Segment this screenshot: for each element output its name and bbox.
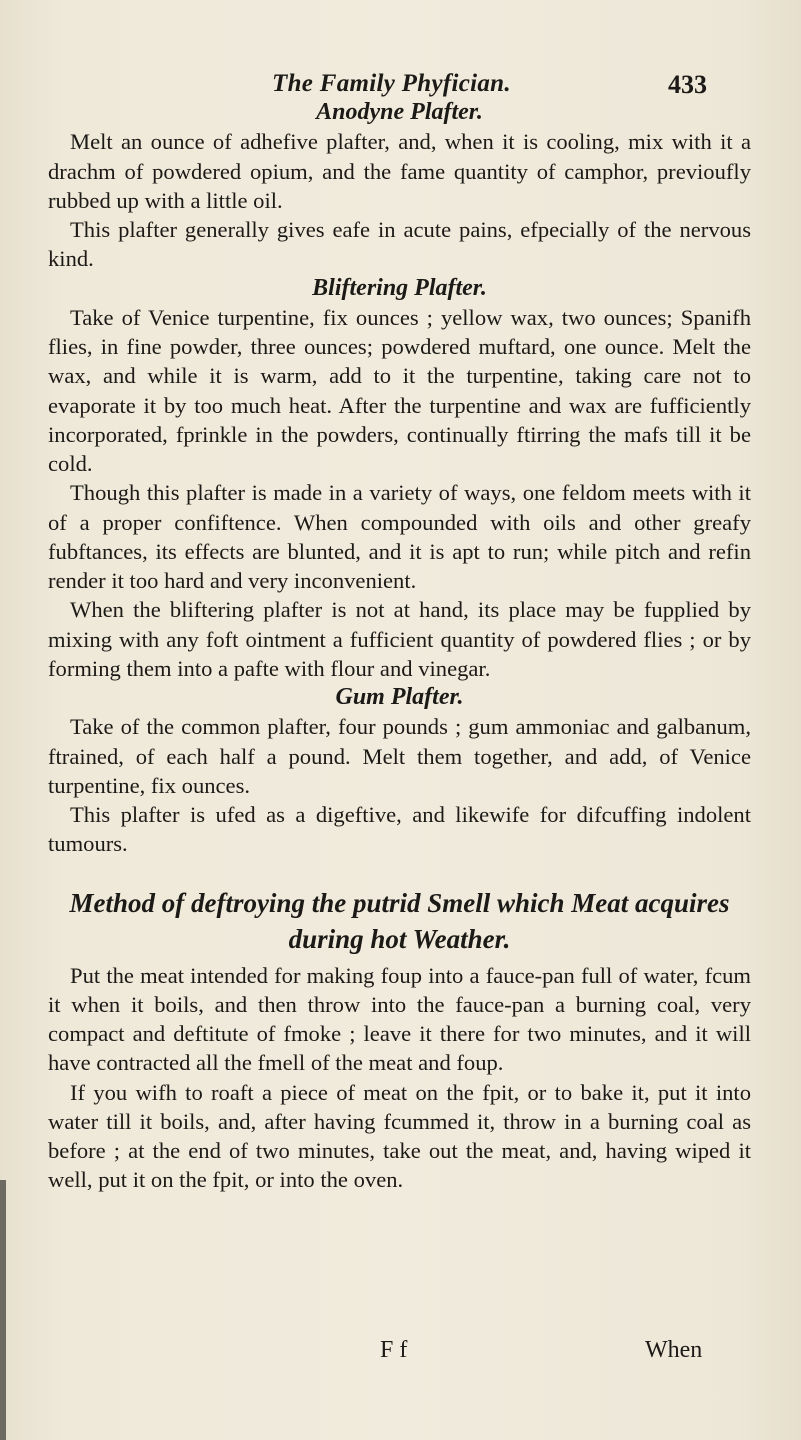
text-body [48, 98, 751, 1195]
page-edge-shadow [0, 1180, 6, 1440]
paragraph: Though this plafter is made in a variety of ways, one feldom meets with it of a proper confiftence. When compounded with oils and other greafy fubftances, its effects are blunted, and it is apt to run; while pitch and refin render it too hard and very inconvenient. [48, 480, 751, 593]
section-heading-blistering-plaster: Bliftering Plafter. [312, 274, 487, 301]
section-heading-anodyne-plaster: Anodyne Plafter. [316, 99, 483, 125]
page-number: 433 [668, 70, 707, 99]
paragraph: Put the meat intended for making foup into a fauce-pan full of water, fcum it when it boils, and then throw into the fauce-pan a burning coal, very compact and deftitute of fmoke ; leave it there for two minutes, and it will have contracted all the fmell of the meat and foup. [48, 962, 751, 1076]
section-heading-method-line-1: Method of deftroying the putrid Smell which Meat acquires [69, 887, 730, 918]
paragraph: This plafter generally gives eafe in acute pains, efpecially of the nervous kind. [48, 217, 751, 272]
section-heading-method-line-2: during hot Weather. [288, 923, 511, 954]
paragraph: This plafter is ufed as a digeftive, and likewife for difcuffing indolent tumours. [48, 802, 751, 857]
page-header [0, 70, 801, 100]
paragraph: When the bliftering plafter is not at hand, its place may be fupplied by mixing with any foft ointment a fufficient quantity of powdered flies ; or by forming them into a pafte with flour and vinegar. [48, 597, 751, 681]
catchword: When [645, 1337, 703, 1363]
page-footer [0, 1337, 801, 1369]
signature-mark: F f [380, 1337, 408, 1363]
paragraph: Take of the common plafter, four pounds ; gum ammoniac and galbanum, ftrained, of each half a pound. Melt them together, and add, of Venice turpentine, fix ounces. [48, 714, 751, 798]
running-title: The Family Phyfician. [272, 70, 511, 97]
paragraph: Melt an ounce of adhefive plafter, and, when it is cooling, mix with it a drachm of powdered opium, and the fame quantity of camphor, previoufly rubbed up with a little oil. [48, 129, 751, 213]
paragraph: Take of Venice turpentine, fix ounces ; yellow wax, two ounces; Spanifh flies, in fine powder, three ounces; powdered muftard, one ounce. Melt the wax, and while it is warm, add to it the turpentine, taking care not to evaporate it by too much heat. After the turpentine and wax are fufficiently incorporated, fprinkle in the powders, continually ftirring the mafs till it be cold. [48, 304, 751, 476]
section-heading-gum-plaster: Gum Plafter. [335, 684, 464, 710]
paragraph: If you wifh to roaft a piece of meat on the fpit, or to bake it, put it into water till it boils, and, after having fcummed it, throw in a burning coal as before ; at the end of two minutes, take out the meat, and, having wiped it well, put it on the fpit, or into the oven. [48, 1079, 751, 1193]
